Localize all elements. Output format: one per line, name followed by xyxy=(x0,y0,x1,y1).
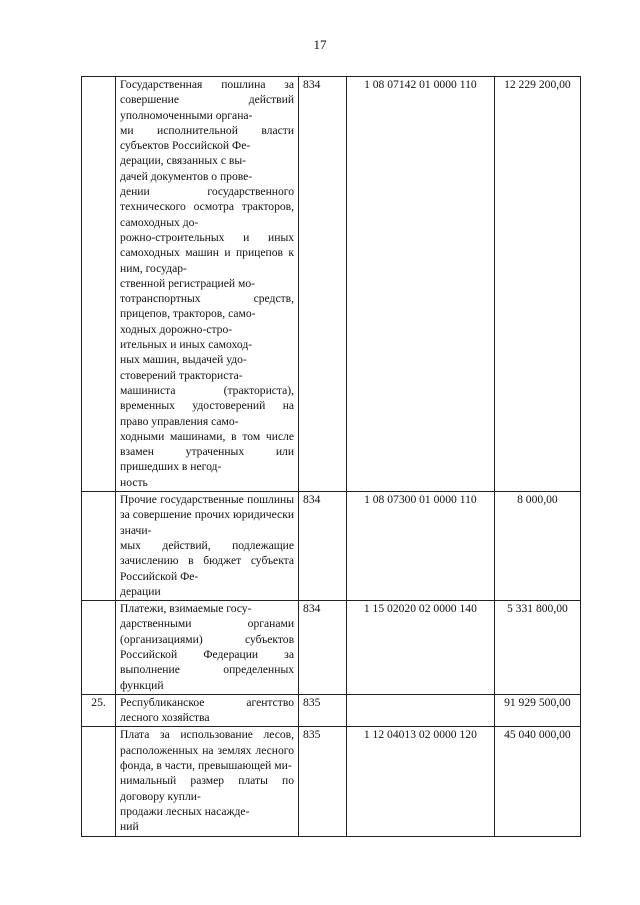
budget-classification-code: 1 08 07300 01 0000 110 xyxy=(346,492,494,601)
revenue-name xyxy=(116,492,299,601)
revenue-name xyxy=(116,601,299,695)
administrator-code: 834 xyxy=(299,492,347,601)
table-row xyxy=(82,77,581,492)
revenue-name-text: Республиканское агентство лесного хозяйства xyxy=(120,695,295,725)
amount: 45 040 000,00 xyxy=(494,727,580,836)
page-number: 17 xyxy=(313,37,327,52)
row-number xyxy=(82,601,116,695)
budget-classification-code: 1 08 07142 01 0000 110 xyxy=(346,77,494,492)
administrator-code: 835 xyxy=(299,694,347,727)
administrator-code: 834 xyxy=(299,77,347,492)
revenue-name xyxy=(116,727,299,836)
row-number xyxy=(82,77,116,492)
table-row xyxy=(82,694,581,727)
amount: 12 229 200,00 xyxy=(494,77,580,492)
revenue-name xyxy=(116,77,299,492)
table-row xyxy=(82,601,581,695)
administrator-code: 834 xyxy=(299,601,347,695)
revenue-name xyxy=(116,694,299,727)
revenue-name-text: Плата за использование лесов, расположенных на землях лесного фонда, в части, превышающей ми- нимальный размер платы по договору купли- продажи лесных насажде- ний xyxy=(120,728,295,834)
budget-classification-code xyxy=(346,694,494,727)
budget-classification-code: 1 12 04013 02 0000 120 xyxy=(346,727,494,836)
revenue-name-text: Платежи, взимаемые госу- дарственными органами (организациями) субъектов Российской Федерации за выполнение определенных функций xyxy=(120,602,295,692)
revenue-name-text: Прочие государственные пошлины за совершение прочих юридически значи- мых действий, подлежащие зачислению в бюджет субъекта Российской Фе- дерации xyxy=(120,493,295,598)
revenue-name-text: Государственная пошлина за совершение действий уполномоченными органа- ми исполнительной власти субъектов Российской Фе- дерации, связанных с вы- дачей документов о прове- дении государственного технического осмотра тракторов, самоходных до- рожно-строительных и иных самоходных машин и прицепов к ним, государ- ственной регистрацией мо- тотранспортных средств, прицепов, тракторов, само- ходных дорожно-стро- ительных и иных самоход- ных машин, выдачей удо- стоверений тракториста- машиниста (тракториста), временных удостоверений на право управления само- ходными машинами, в том числе взамен утраченных или пришедших в негод- ность xyxy=(120,78,295,489)
row-number xyxy=(82,492,116,601)
budget-classification-code: 1 15 02020 02 0000 140 xyxy=(346,601,494,695)
revenue-table xyxy=(81,76,581,837)
table-row xyxy=(82,727,581,836)
amount: 5 331 800,00 xyxy=(494,601,580,695)
amount: 8 000,00 xyxy=(494,492,580,601)
administrator-code: 835 xyxy=(299,727,347,836)
table-row xyxy=(82,492,581,601)
row-number xyxy=(82,727,116,836)
amount: 91 929 500,00 xyxy=(494,694,580,727)
row-number: 25. xyxy=(82,694,116,727)
